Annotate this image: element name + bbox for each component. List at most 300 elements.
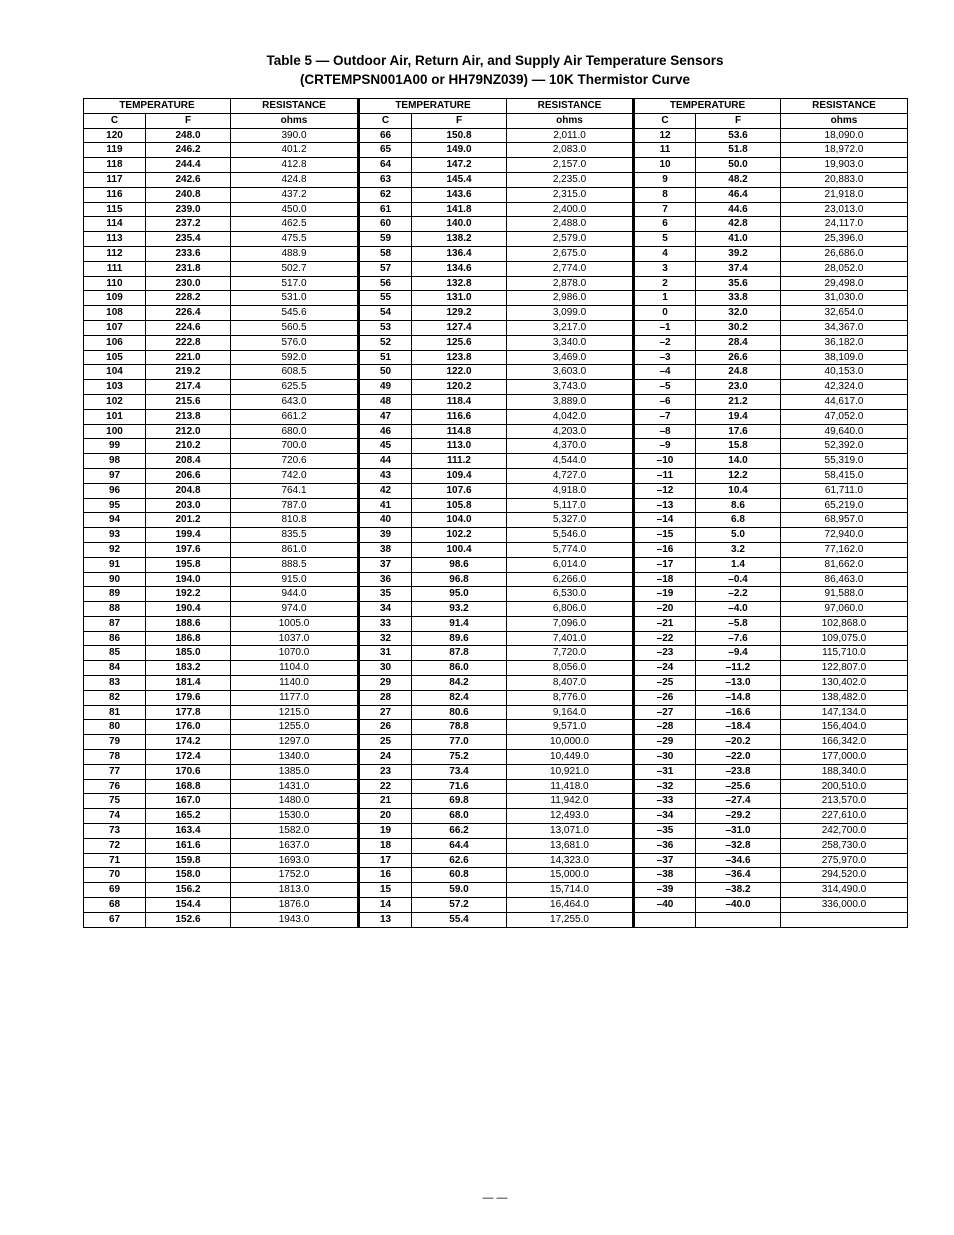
fahrenheit-cell: 201.2 bbox=[146, 513, 231, 528]
fahrenheit-cell: 199.4 bbox=[146, 528, 231, 543]
ohms-cell: 1037.0 bbox=[231, 631, 359, 646]
fahrenheit-cell: 172.4 bbox=[146, 750, 231, 765]
fahrenheit-cell: 66.2 bbox=[412, 824, 507, 839]
table-row bbox=[84, 128, 908, 143]
fahrenheit-cell: –25.6 bbox=[696, 779, 781, 794]
celsius-cell: 111 bbox=[84, 261, 146, 276]
celsius-cell: 5 bbox=[634, 232, 696, 247]
ohms-cell: 608.5 bbox=[231, 365, 359, 380]
ohms-cell: 4,918.0 bbox=[507, 483, 634, 498]
header-row-units bbox=[84, 113, 908, 128]
ohms-cell: 275,970.0 bbox=[781, 853, 908, 868]
celsius-cell: 67 bbox=[84, 912, 146, 927]
fahrenheit-cell: 77.0 bbox=[412, 735, 507, 750]
fahrenheit-cell: 176.0 bbox=[146, 720, 231, 735]
fahrenheit-cell: 118.4 bbox=[412, 394, 507, 409]
ohms-cell: 1582.0 bbox=[231, 824, 359, 839]
fahrenheit-cell: 192.2 bbox=[146, 587, 231, 602]
table-row bbox=[84, 483, 908, 498]
celsius-cell: 13 bbox=[359, 912, 412, 927]
celsius-cell: 10 bbox=[634, 158, 696, 173]
table-row bbox=[84, 454, 908, 469]
fahrenheit-cell: 165.2 bbox=[146, 809, 231, 824]
fahrenheit-cell: 87.8 bbox=[412, 646, 507, 661]
header-resistance-2: RESISTANCE bbox=[507, 99, 634, 114]
ohms-cell: 1297.0 bbox=[231, 735, 359, 750]
ohms-cell: 742.0 bbox=[231, 468, 359, 483]
ohms-cell: 5,774.0 bbox=[507, 542, 634, 557]
ohms-cell: 9,571.0 bbox=[507, 720, 634, 735]
celsius-cell: –24 bbox=[634, 661, 696, 676]
fahrenheit-cell: 212.0 bbox=[146, 424, 231, 439]
table-row bbox=[84, 631, 908, 646]
celsius-cell: 81 bbox=[84, 705, 146, 720]
celsius-cell: –6 bbox=[634, 394, 696, 409]
fahrenheit-cell: 230.0 bbox=[146, 276, 231, 291]
ohms-cell: 11,418.0 bbox=[507, 779, 634, 794]
ohms-cell: 28,052.0 bbox=[781, 261, 908, 276]
fahrenheit-cell: 132.8 bbox=[412, 276, 507, 291]
header-c-2: C bbox=[359, 113, 412, 128]
celsius-cell: –17 bbox=[634, 557, 696, 572]
celsius-cell: 75 bbox=[84, 794, 146, 809]
fahrenheit-cell: 167.0 bbox=[146, 794, 231, 809]
celsius-cell: 18 bbox=[359, 838, 412, 853]
ohms-cell: 401.2 bbox=[231, 143, 359, 158]
fahrenheit-cell: 186.8 bbox=[146, 631, 231, 646]
fahrenheit-cell: 208.4 bbox=[146, 454, 231, 469]
celsius-cell: 42 bbox=[359, 483, 412, 498]
celsius-cell: 3 bbox=[634, 261, 696, 276]
celsius-cell: 0 bbox=[634, 306, 696, 321]
celsius-cell: 105 bbox=[84, 350, 146, 365]
table-row bbox=[84, 320, 908, 335]
ohms-cell: 6,014.0 bbox=[507, 557, 634, 572]
ohms-cell: 787.0 bbox=[231, 498, 359, 513]
fahrenheit-cell: 190.4 bbox=[146, 602, 231, 617]
fahrenheit-cell: –2.2 bbox=[696, 587, 781, 602]
celsius-cell: 41 bbox=[359, 498, 412, 513]
celsius-cell: 78 bbox=[84, 750, 146, 765]
celsius-cell: 1 bbox=[634, 291, 696, 306]
celsius-cell: 31 bbox=[359, 646, 412, 661]
fahrenheit-cell: 174.2 bbox=[146, 735, 231, 750]
celsius-cell: –11 bbox=[634, 468, 696, 483]
fahrenheit-cell: 170.6 bbox=[146, 764, 231, 779]
celsius-cell: 30 bbox=[359, 661, 412, 676]
table-row bbox=[84, 409, 908, 424]
fahrenheit-cell: 122.0 bbox=[412, 365, 507, 380]
fahrenheit-cell: 158.0 bbox=[146, 868, 231, 883]
ohms-cell: 1943.0 bbox=[231, 912, 359, 927]
ohms-cell: 58,415.0 bbox=[781, 468, 908, 483]
celsius-cell: –28 bbox=[634, 720, 696, 735]
ohms-cell: 20,883.0 bbox=[781, 172, 908, 187]
fahrenheit-cell: 33.8 bbox=[696, 291, 781, 306]
ohms-cell: 625.5 bbox=[231, 380, 359, 395]
ohms-cell: 200,510.0 bbox=[781, 779, 908, 794]
celsius-cell: –25 bbox=[634, 676, 696, 691]
ohms-cell: 102,868.0 bbox=[781, 616, 908, 631]
fahrenheit-cell: –31.0 bbox=[696, 824, 781, 839]
ohms-cell: 294,520.0 bbox=[781, 868, 908, 883]
thermistor-table bbox=[83, 98, 908, 928]
fahrenheit-cell: –9.4 bbox=[696, 646, 781, 661]
ohms-cell: 19,903.0 bbox=[781, 158, 908, 173]
ohms-cell: 6,806.0 bbox=[507, 602, 634, 617]
celsius-cell: 86 bbox=[84, 631, 146, 646]
table-row bbox=[84, 602, 908, 617]
celsius-cell: –15 bbox=[634, 528, 696, 543]
fahrenheit-cell: 224.6 bbox=[146, 320, 231, 335]
table-row bbox=[84, 380, 908, 395]
ohms-cell: 227,610.0 bbox=[781, 809, 908, 824]
ohms-cell: 974.0 bbox=[231, 602, 359, 617]
fahrenheit-cell: 131.0 bbox=[412, 291, 507, 306]
celsius-cell: –13 bbox=[634, 498, 696, 513]
ohms-cell: 29,498.0 bbox=[781, 276, 908, 291]
ohms-cell: 475.5 bbox=[231, 232, 359, 247]
fahrenheit-cell: 181.4 bbox=[146, 676, 231, 691]
celsius-cell: 95 bbox=[84, 498, 146, 513]
ohms-cell: 888.5 bbox=[231, 557, 359, 572]
ohms-cell: 1876.0 bbox=[231, 898, 359, 913]
fahrenheit-cell: 50.0 bbox=[696, 158, 781, 173]
celsius-cell: 113 bbox=[84, 232, 146, 247]
ohms-cell: 810.8 bbox=[231, 513, 359, 528]
ohms-cell: 2,315.0 bbox=[507, 187, 634, 202]
celsius-cell: 94 bbox=[84, 513, 146, 528]
fahrenheit-cell: –32.8 bbox=[696, 838, 781, 853]
fahrenheit-cell: 213.8 bbox=[146, 409, 231, 424]
fahrenheit-cell: 143.6 bbox=[412, 187, 507, 202]
celsius-cell: 37 bbox=[359, 557, 412, 572]
ohms-cell: 517.0 bbox=[231, 276, 359, 291]
celsius-cell: 66 bbox=[359, 128, 412, 143]
fahrenheit-cell: 204.8 bbox=[146, 483, 231, 498]
ohms-cell: 5,327.0 bbox=[507, 513, 634, 528]
ohms-cell: 6,530.0 bbox=[507, 587, 634, 602]
celsius-cell: 44 bbox=[359, 454, 412, 469]
ohms-cell: 314,490.0 bbox=[781, 883, 908, 898]
fahrenheit-cell: 23.0 bbox=[696, 380, 781, 395]
fahrenheit-cell: –18.4 bbox=[696, 720, 781, 735]
ohms-cell: 7,401.0 bbox=[507, 631, 634, 646]
celsius-cell: 19 bbox=[359, 824, 412, 839]
celsius-cell: 89 bbox=[84, 587, 146, 602]
ohms-cell: 166,342.0 bbox=[781, 735, 908, 750]
celsius-cell: 64 bbox=[359, 158, 412, 173]
celsius-cell: –7 bbox=[634, 409, 696, 424]
table-row bbox=[84, 587, 908, 602]
ohms-cell: 643.0 bbox=[231, 394, 359, 409]
celsius-cell: 8 bbox=[634, 187, 696, 202]
fahrenheit-cell: 185.0 bbox=[146, 646, 231, 661]
celsius-cell: 54 bbox=[359, 306, 412, 321]
fahrenheit-cell: 138.2 bbox=[412, 232, 507, 247]
celsius-cell: –16 bbox=[634, 542, 696, 557]
ohms-cell: 8,056.0 bbox=[507, 661, 634, 676]
table-row bbox=[84, 468, 908, 483]
fahrenheit-cell: 91.4 bbox=[412, 616, 507, 631]
celsius-cell: 72 bbox=[84, 838, 146, 853]
fahrenheit-cell: –23.8 bbox=[696, 764, 781, 779]
celsius-cell: 59 bbox=[359, 232, 412, 247]
table-row bbox=[84, 794, 908, 809]
fahrenheit-cell: 239.0 bbox=[146, 202, 231, 217]
celsius-cell: 88 bbox=[84, 602, 146, 617]
ohms-cell: 1530.0 bbox=[231, 809, 359, 824]
celsius-cell: 102 bbox=[84, 394, 146, 409]
ohms-cell: 336,000.0 bbox=[781, 898, 908, 913]
fahrenheit-cell: 237.2 bbox=[146, 217, 231, 232]
ohms-cell: 91,588.0 bbox=[781, 587, 908, 602]
fahrenheit-cell: 159.8 bbox=[146, 853, 231, 868]
ohms-cell: 44,617.0 bbox=[781, 394, 908, 409]
ohms-cell: 55,319.0 bbox=[781, 454, 908, 469]
celsius-cell: –2 bbox=[634, 335, 696, 350]
ohms-cell: 2,235.0 bbox=[507, 172, 634, 187]
celsius-cell: –26 bbox=[634, 690, 696, 705]
header-temperature-3: TEMPERATURE bbox=[634, 99, 781, 114]
fahrenheit-cell: 215.6 bbox=[146, 394, 231, 409]
fahrenheit-cell: 194.0 bbox=[146, 572, 231, 587]
celsius-cell: 83 bbox=[84, 676, 146, 691]
fahrenheit-cell: –36.4 bbox=[696, 868, 781, 883]
ohms-cell: 502.7 bbox=[231, 261, 359, 276]
fahrenheit-cell: 57.2 bbox=[412, 898, 507, 913]
fahrenheit-cell: 39.2 bbox=[696, 246, 781, 261]
ohms-cell: 10,921.0 bbox=[507, 764, 634, 779]
fahrenheit-cell: 107.6 bbox=[412, 483, 507, 498]
table-row bbox=[84, 809, 908, 824]
celsius-cell: 74 bbox=[84, 809, 146, 824]
ohms-cell: 1177.0 bbox=[231, 690, 359, 705]
ohms-cell: 13,681.0 bbox=[507, 838, 634, 853]
fahrenheit-cell: 100.4 bbox=[412, 542, 507, 557]
celsius-cell: –38 bbox=[634, 868, 696, 883]
celsius-cell: 58 bbox=[359, 246, 412, 261]
fahrenheit-cell: 226.4 bbox=[146, 306, 231, 321]
celsius-cell: –3 bbox=[634, 350, 696, 365]
ohms-cell: 68,957.0 bbox=[781, 513, 908, 528]
fahrenheit-cell: 109.4 bbox=[412, 468, 507, 483]
fahrenheit-cell: 129.2 bbox=[412, 306, 507, 321]
celsius-cell: –14 bbox=[634, 513, 696, 528]
ohms-cell: 437.2 bbox=[231, 187, 359, 202]
fahrenheit-cell: 240.8 bbox=[146, 187, 231, 202]
ohms-cell: 86,463.0 bbox=[781, 572, 908, 587]
fahrenheit-cell: –4.0 bbox=[696, 602, 781, 617]
ohms-cell: 130,402.0 bbox=[781, 676, 908, 691]
fahrenheit-cell: 222.8 bbox=[146, 335, 231, 350]
celsius-cell: 70 bbox=[84, 868, 146, 883]
fahrenheit-cell: 195.8 bbox=[146, 557, 231, 572]
ohms-cell: 8,407.0 bbox=[507, 676, 634, 691]
ohms-cell: 72,940.0 bbox=[781, 528, 908, 543]
table-row bbox=[84, 291, 908, 306]
ohms-cell: 944.0 bbox=[231, 587, 359, 602]
fahrenheit-cell: 24.8 bbox=[696, 365, 781, 380]
fahrenheit-cell: 136.4 bbox=[412, 246, 507, 261]
celsius-cell bbox=[634, 912, 696, 927]
table-row bbox=[84, 646, 908, 661]
ohms-cell: 14,323.0 bbox=[507, 853, 634, 868]
header-resistance-3: RESISTANCE bbox=[781, 99, 908, 114]
fahrenheit-cell: 210.2 bbox=[146, 439, 231, 454]
fahrenheit-cell: –7.6 bbox=[696, 631, 781, 646]
page-footer: — — bbox=[482, 1192, 508, 1204]
celsius-cell: 120 bbox=[84, 128, 146, 143]
celsius-cell: 55 bbox=[359, 291, 412, 306]
table-row bbox=[84, 853, 908, 868]
ohms-cell: 915.0 bbox=[231, 572, 359, 587]
table-row bbox=[84, 335, 908, 350]
ohms-cell: 31,030.0 bbox=[781, 291, 908, 306]
ohms-cell: 412.8 bbox=[231, 158, 359, 173]
celsius-cell: 108 bbox=[84, 306, 146, 321]
fahrenheit-cell: –16.6 bbox=[696, 705, 781, 720]
celsius-cell: 40 bbox=[359, 513, 412, 528]
celsius-cell: 12 bbox=[634, 128, 696, 143]
celsius-cell: 52 bbox=[359, 335, 412, 350]
fahrenheit-cell: 10.4 bbox=[696, 483, 781, 498]
ohms-cell: 18,972.0 bbox=[781, 143, 908, 158]
fahrenheit-cell: 141.8 bbox=[412, 202, 507, 217]
table-row bbox=[84, 424, 908, 439]
celsius-cell: 23 bbox=[359, 764, 412, 779]
celsius-cell: 101 bbox=[84, 409, 146, 424]
table-row bbox=[84, 202, 908, 217]
fahrenheit-cell: 177.8 bbox=[146, 705, 231, 720]
fahrenheit-cell: 86.0 bbox=[412, 661, 507, 676]
table-row bbox=[84, 735, 908, 750]
ohms-cell: 545.6 bbox=[231, 306, 359, 321]
ohms-cell: 24,117.0 bbox=[781, 217, 908, 232]
ohms-cell: 1140.0 bbox=[231, 676, 359, 691]
celsius-cell: 15 bbox=[359, 883, 412, 898]
header-c-1: C bbox=[84, 113, 146, 128]
fahrenheit-cell: 96.8 bbox=[412, 572, 507, 587]
ohms-cell: 424.8 bbox=[231, 172, 359, 187]
celsius-cell: 51 bbox=[359, 350, 412, 365]
fahrenheit-cell: 51.8 bbox=[696, 143, 781, 158]
header-resistance-1: RESISTANCE bbox=[231, 99, 359, 114]
table-row bbox=[84, 365, 908, 380]
fahrenheit-cell: 89.6 bbox=[412, 631, 507, 646]
fahrenheit-cell: 21.2 bbox=[696, 394, 781, 409]
table-row bbox=[84, 676, 908, 691]
ohms-cell: 1813.0 bbox=[231, 883, 359, 898]
ohms-cell: 488.9 bbox=[231, 246, 359, 261]
celsius-cell: 57 bbox=[359, 261, 412, 276]
fahrenheit-cell: 84.2 bbox=[412, 676, 507, 691]
fahrenheit-cell: 6.8 bbox=[696, 513, 781, 528]
fahrenheit-cell: –11.2 bbox=[696, 661, 781, 676]
celsius-cell: 71 bbox=[84, 853, 146, 868]
fahrenheit-cell: 48.2 bbox=[696, 172, 781, 187]
celsius-cell: –20 bbox=[634, 602, 696, 617]
table-row bbox=[84, 158, 908, 173]
ohms-cell: 450.0 bbox=[231, 202, 359, 217]
ohms-cell: 23,013.0 bbox=[781, 202, 908, 217]
ohms-cell: 5,117.0 bbox=[507, 498, 634, 513]
celsius-cell: 7 bbox=[634, 202, 696, 217]
ohms-cell: 26,686.0 bbox=[781, 246, 908, 261]
celsius-cell: –18 bbox=[634, 572, 696, 587]
header-temperature-2: TEMPERATURE bbox=[359, 99, 507, 114]
table-row bbox=[84, 838, 908, 853]
celsius-cell: 104 bbox=[84, 365, 146, 380]
ohms-cell: 10,449.0 bbox=[507, 750, 634, 765]
fahrenheit-cell: 35.6 bbox=[696, 276, 781, 291]
fahrenheit-cell: 228.2 bbox=[146, 291, 231, 306]
celsius-cell: 47 bbox=[359, 409, 412, 424]
ohms-cell: 2,400.0 bbox=[507, 202, 634, 217]
celsius-cell: 50 bbox=[359, 365, 412, 380]
table-row bbox=[84, 306, 908, 321]
ohms-cell: 1431.0 bbox=[231, 779, 359, 794]
fahrenheit-cell: 17.6 bbox=[696, 424, 781, 439]
celsius-cell: 77 bbox=[84, 764, 146, 779]
fahrenheit-cell: 95.0 bbox=[412, 587, 507, 602]
fahrenheit-cell: 123.8 bbox=[412, 350, 507, 365]
table-row bbox=[84, 276, 908, 291]
ohms-cell: 700.0 bbox=[231, 439, 359, 454]
table-row bbox=[84, 912, 908, 927]
table-body bbox=[84, 128, 908, 927]
ohms-cell: 47,052.0 bbox=[781, 409, 908, 424]
celsius-cell: 85 bbox=[84, 646, 146, 661]
ohms-cell: 6,266.0 bbox=[507, 572, 634, 587]
fahrenheit-cell: 179.6 bbox=[146, 690, 231, 705]
fahrenheit-cell: 68.0 bbox=[412, 809, 507, 824]
ohms-cell: 97,060.0 bbox=[781, 602, 908, 617]
celsius-cell: 6 bbox=[634, 217, 696, 232]
ohms-cell: 15,714.0 bbox=[507, 883, 634, 898]
ohms-cell: 9,164.0 bbox=[507, 705, 634, 720]
fahrenheit-cell: 69.8 bbox=[412, 794, 507, 809]
fahrenheit-cell: –14.8 bbox=[696, 690, 781, 705]
ohms-cell: 1752.0 bbox=[231, 868, 359, 883]
fahrenheit-cell: 26.6 bbox=[696, 350, 781, 365]
ohms-cell: 4,370.0 bbox=[507, 439, 634, 454]
celsius-cell: 99 bbox=[84, 439, 146, 454]
celsius-cell: 48 bbox=[359, 394, 412, 409]
celsius-cell: –8 bbox=[634, 424, 696, 439]
ohms-cell: 720.6 bbox=[231, 454, 359, 469]
table-title bbox=[0, 51, 954, 89]
celsius-cell: 91 bbox=[84, 557, 146, 572]
ohms-cell: 661.2 bbox=[231, 409, 359, 424]
celsius-cell: 53 bbox=[359, 320, 412, 335]
table-row bbox=[84, 172, 908, 187]
table-row bbox=[84, 690, 908, 705]
ohms-cell: 4,544.0 bbox=[507, 454, 634, 469]
celsius-cell: 45 bbox=[359, 439, 412, 454]
fahrenheit-cell: 125.6 bbox=[412, 335, 507, 350]
table-row bbox=[84, 498, 908, 513]
celsius-cell: –39 bbox=[634, 883, 696, 898]
table-row bbox=[84, 542, 908, 557]
celsius-cell: 28 bbox=[359, 690, 412, 705]
fahrenheit-cell: 46.4 bbox=[696, 187, 781, 202]
header-f-1: F bbox=[146, 113, 231, 128]
celsius-cell: –12 bbox=[634, 483, 696, 498]
celsius-cell: 61 bbox=[359, 202, 412, 217]
ohms-cell: 1070.0 bbox=[231, 646, 359, 661]
fahrenheit-cell: 161.6 bbox=[146, 838, 231, 853]
